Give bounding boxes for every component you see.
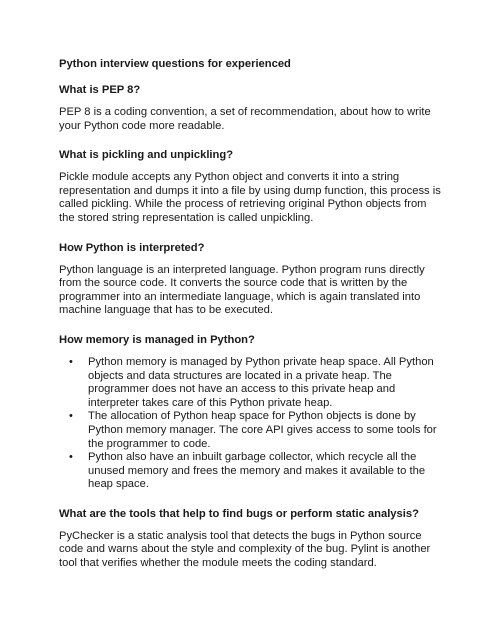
document-title: Python interview questions for experienced (59, 58, 291, 70)
list-item (69, 410, 443, 451)
bullet-icon: • (69, 355, 73, 368)
answer-static-analysis: PyChecker is a static analysis tool that detects the bugs in Python source code and warns about the style and complexity of the bug. Pylint is another tool that verifies whether the module meets the coding standard. (59, 529, 431, 570)
answer-pickling: Pickle module accepts any Python object and converts it into a string representation and dumps it into a file by using dump function, this process is called pickling. While the process of retrieving original Python objects from the stored string representation is called unpickling. (59, 171, 441, 224)
bullet-text: The allocation of Python heap space for Python objects is done by Python memory manager. The core API gives access to some tools for the programmer to code. (88, 410, 437, 450)
question-memory: How memory is managed in Python? (59, 333, 255, 346)
question-pickling: What is pickling and unpickling? (59, 149, 234, 162)
bullet-text: Python memory is managed by Python private heap space. All Python objects and data structures are located in a private heap. The programmer does not have an access to this private heap and interpreter takes care of this Python private heap. (88, 355, 434, 409)
list-item (69, 451, 443, 492)
memory-bullet-list (59, 356, 443, 492)
document-page (59, 57, 443, 586)
bullet-text: Python also have an inbuilt garbage collector, which recycle all the unused memory and frees the memory and makes it available to the heap space. (88, 451, 426, 491)
answer-pep8: PEP 8 is a coding convention, a set of recommendation, about how to write your Python code more readable. (59, 106, 431, 132)
list-item (69, 355, 443, 410)
question-interpreted: How Python is interpreted? (59, 241, 205, 254)
question-pep8: What is PEP 8? (59, 84, 141, 96)
answer-interpreted: Python language is an interpreted language. Python program runs directly from the source code. It converts the source code that is written by the programmer into an intermediate language, which is again translated into machine language that has to be executed. (59, 263, 425, 317)
question-static-analysis: What are the tools that help to find bugs or perform static analysis? (59, 507, 419, 520)
bullet-icon: • (69, 451, 73, 464)
bullet-icon: • (69, 410, 73, 423)
